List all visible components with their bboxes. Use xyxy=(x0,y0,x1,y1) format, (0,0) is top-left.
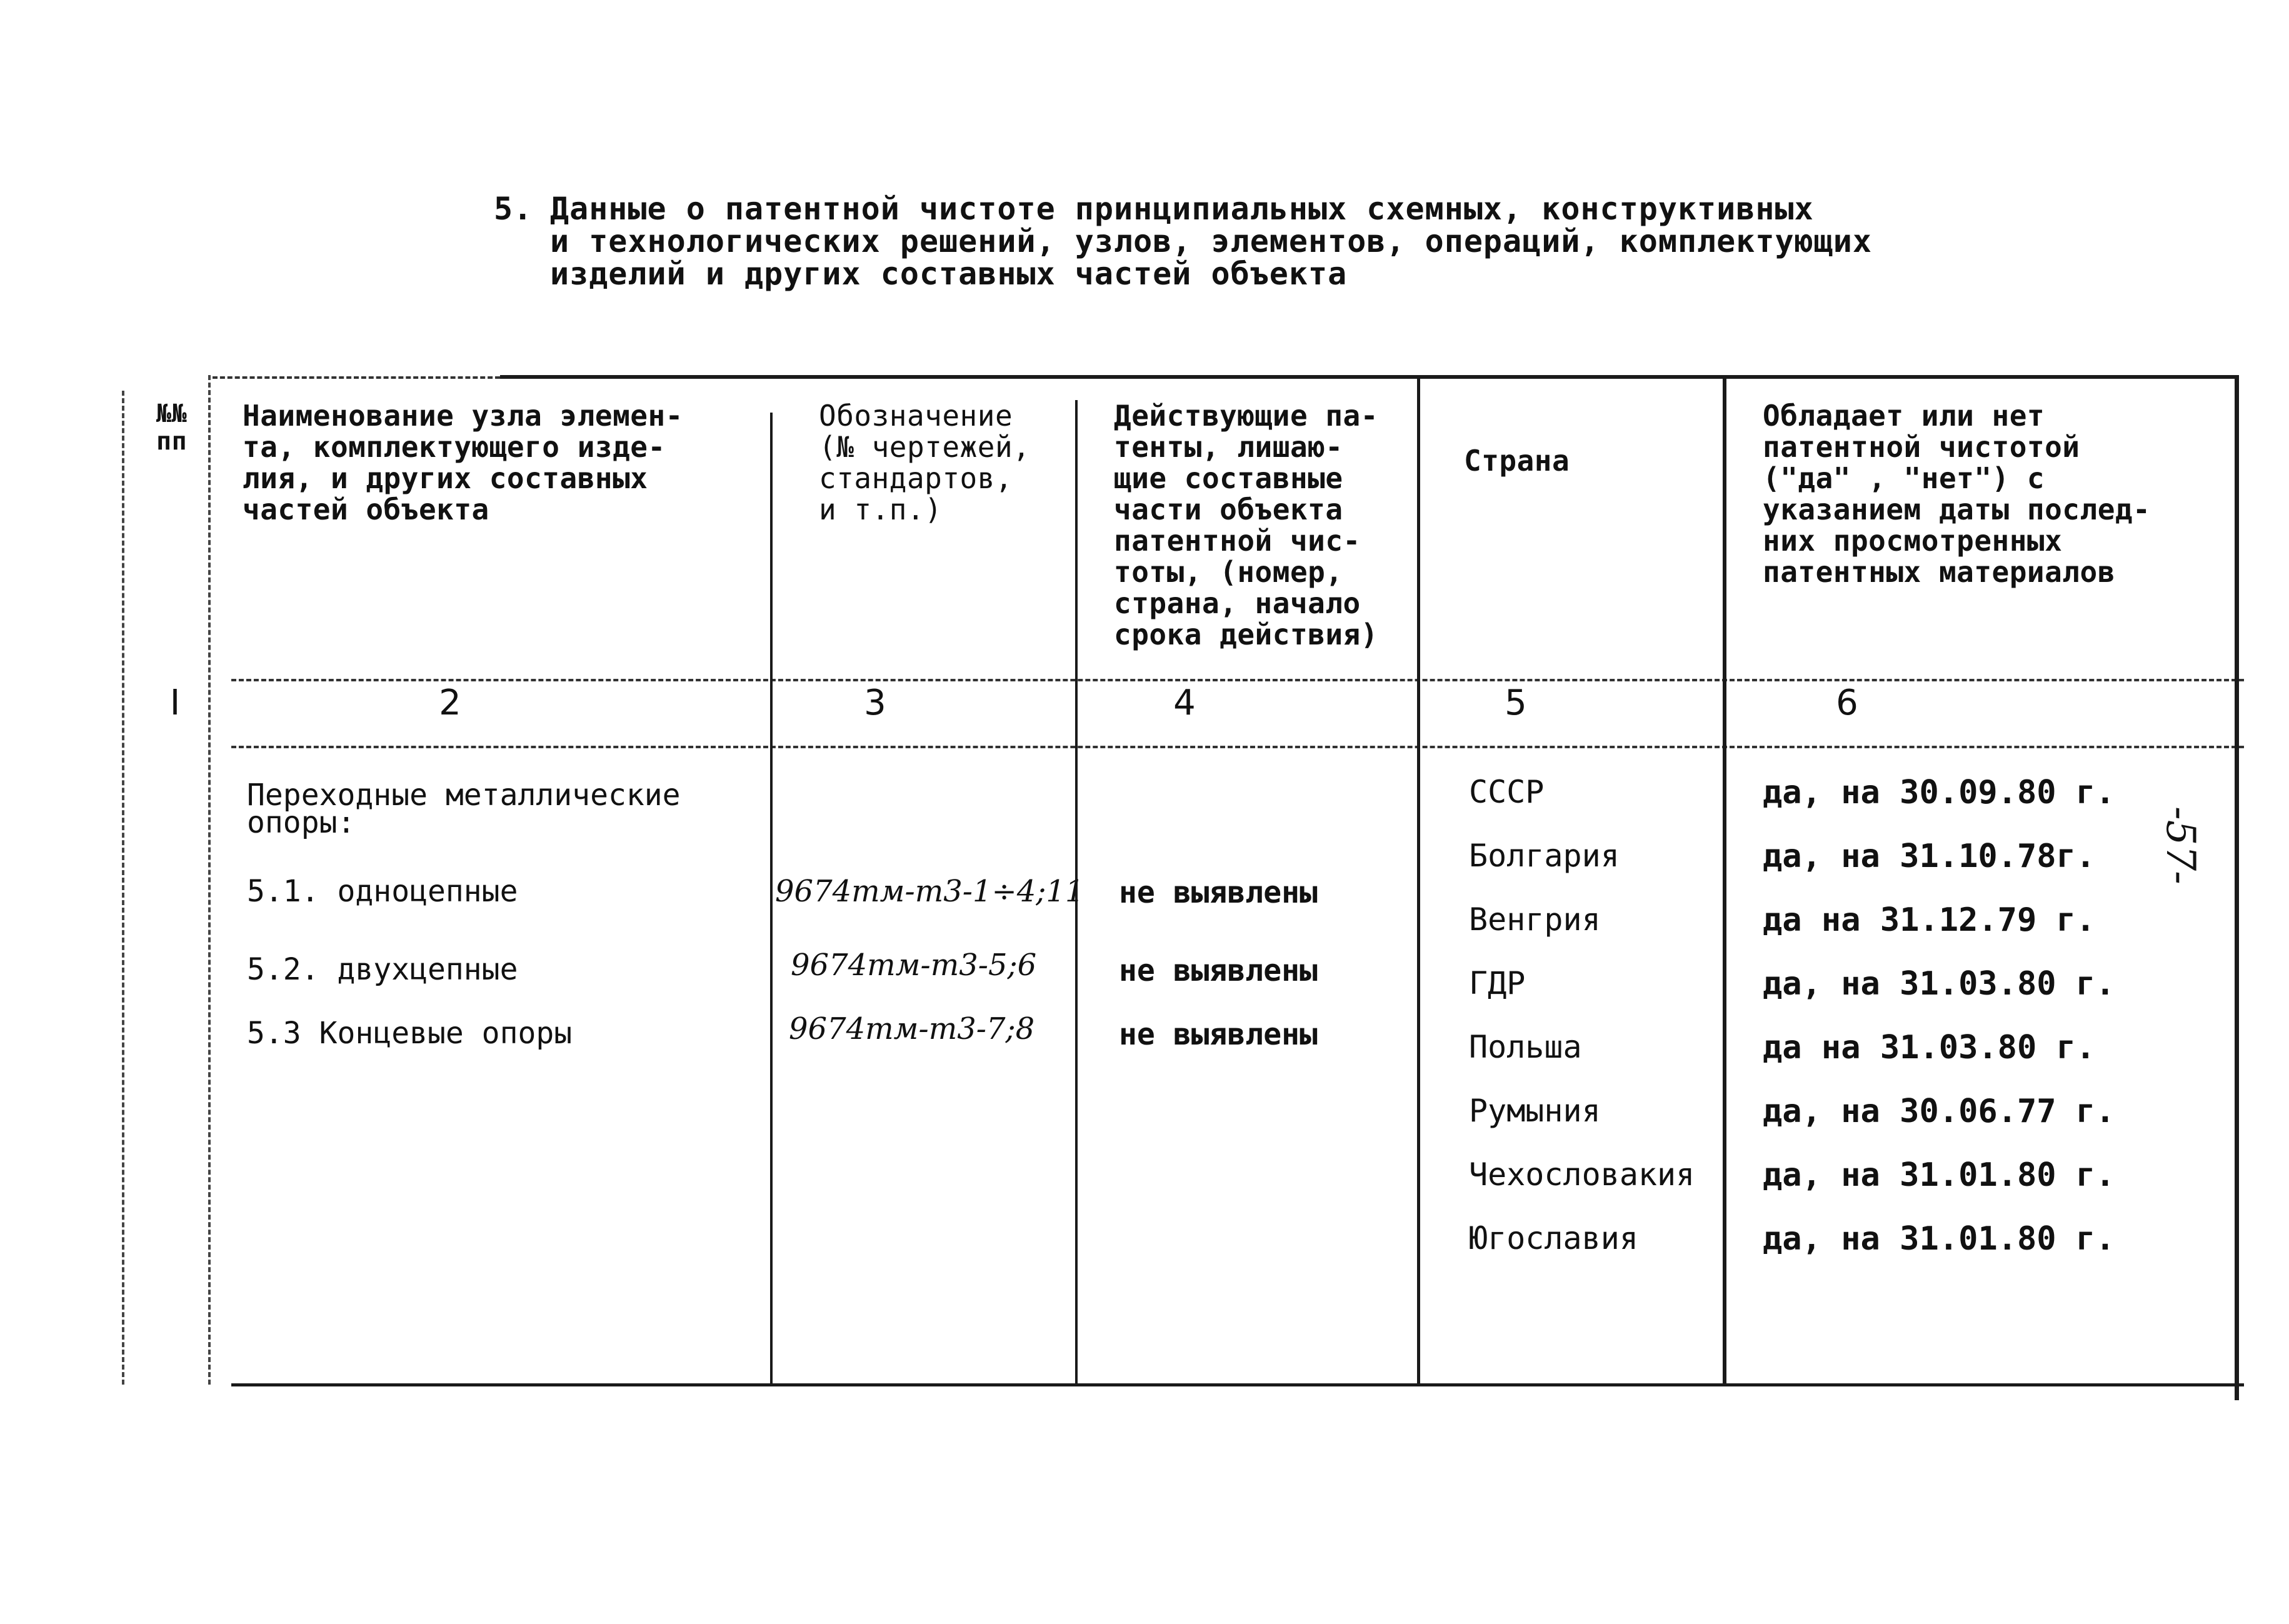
header-col-2: Наименование узла элемен- та, комплектующего изде- лия, и других составных частей объекта xyxy=(243,399,683,526)
item-patents: не выявлены xyxy=(1119,953,1318,988)
country-name: Чехословакия xyxy=(1469,1156,1695,1193)
group-title: Переходные металлические опоры: xyxy=(247,778,681,840)
table-right-edge xyxy=(2235,375,2239,1400)
col-number-3: 3 xyxy=(864,683,886,723)
col-number-2: 2 xyxy=(439,683,461,723)
country-name: Польша xyxy=(1469,1029,1582,1065)
col-number-4: 4 xyxy=(1173,683,1196,723)
col-divider-1 xyxy=(208,375,211,1385)
country-name: Югославия xyxy=(1469,1220,1638,1256)
page-number: -57- xyxy=(2157,806,2203,885)
item-patents: не выявлены xyxy=(1119,875,1318,910)
section-number: 5. xyxy=(494,191,533,227)
patent-status: да на 31.03.80 г. xyxy=(1763,1029,2096,1066)
country-name: Венгрия xyxy=(1469,901,1601,938)
number-row-rule xyxy=(231,746,2244,748)
item-designation: 9674тм-т3-7;8 xyxy=(789,1011,1035,1046)
header-col-3: Обозначение (№ чертежей, стандартов, и т.п.) xyxy=(819,399,1031,526)
col-number-6: 6 xyxy=(1836,683,1858,723)
patent-status: да, на 31.03.80 г. xyxy=(1763,965,2115,1003)
col-divider-4 xyxy=(1417,375,1420,1385)
item-name: 5.2. двухцепные xyxy=(247,952,518,987)
country-name: ГДР xyxy=(1469,965,1526,1001)
header-col-6: Обладает или нет патентной чистотой ("да" , "нет") с указанием даты послед- них просмотренных патентных материалов xyxy=(1763,399,2151,589)
header-col-4: Действующие па- тенты, лишаю- щие составные части объекта патентной чис- тоты, (номер, страна, начало срока действия) xyxy=(1114,399,1378,651)
patent-status: да на 31.12.79 г. xyxy=(1763,901,2096,939)
country-name: Болгария xyxy=(1469,838,1620,874)
patent-status: да, на 30.06.77 г. xyxy=(1763,1093,2115,1130)
patent-status: да, на 31.01.80 г. xyxy=(1763,1156,2115,1194)
col-number-1: I xyxy=(169,683,181,723)
patent-status: да, на 31.01.80 г. xyxy=(1763,1220,2115,1258)
table-top-rule xyxy=(500,375,2238,379)
item-name: 5.3 Концевые опоры xyxy=(247,1016,573,1051)
col-number-5: 5 xyxy=(1505,683,1527,723)
item-patents: не выявлены xyxy=(1119,1017,1318,1052)
header-col-1: №№ пп xyxy=(156,399,188,456)
item-name: 5.1. одноцепные xyxy=(247,874,518,909)
country-name: Румыния xyxy=(1469,1093,1601,1129)
header-col-5: Страна xyxy=(1464,444,1570,478)
header-bottom-rule xyxy=(231,679,2244,681)
col-divider-5 xyxy=(1723,375,1726,1385)
country-name: СССР xyxy=(1469,774,1545,810)
section-title: Данные о патентной чистоте принципиальных схемных, конструктивных и технологических решений, узлов, элементов, операций, комплектующих изделий и других составных частей объекта xyxy=(550,191,1872,292)
table-left-edge xyxy=(122,391,124,1385)
patent-status: да, на 31.10.78г. xyxy=(1763,838,2096,875)
col-divider-2 xyxy=(770,413,773,1385)
table-bottom-rule xyxy=(231,1383,2244,1386)
patent-status: да, на 30.09.80 г. xyxy=(1763,774,2115,811)
table-top-rule-left xyxy=(213,376,500,379)
item-designation: 9674тм-т3-1÷4;11 xyxy=(775,874,1084,909)
item-designation: 9674тм-т3-5;6 xyxy=(791,948,1037,983)
